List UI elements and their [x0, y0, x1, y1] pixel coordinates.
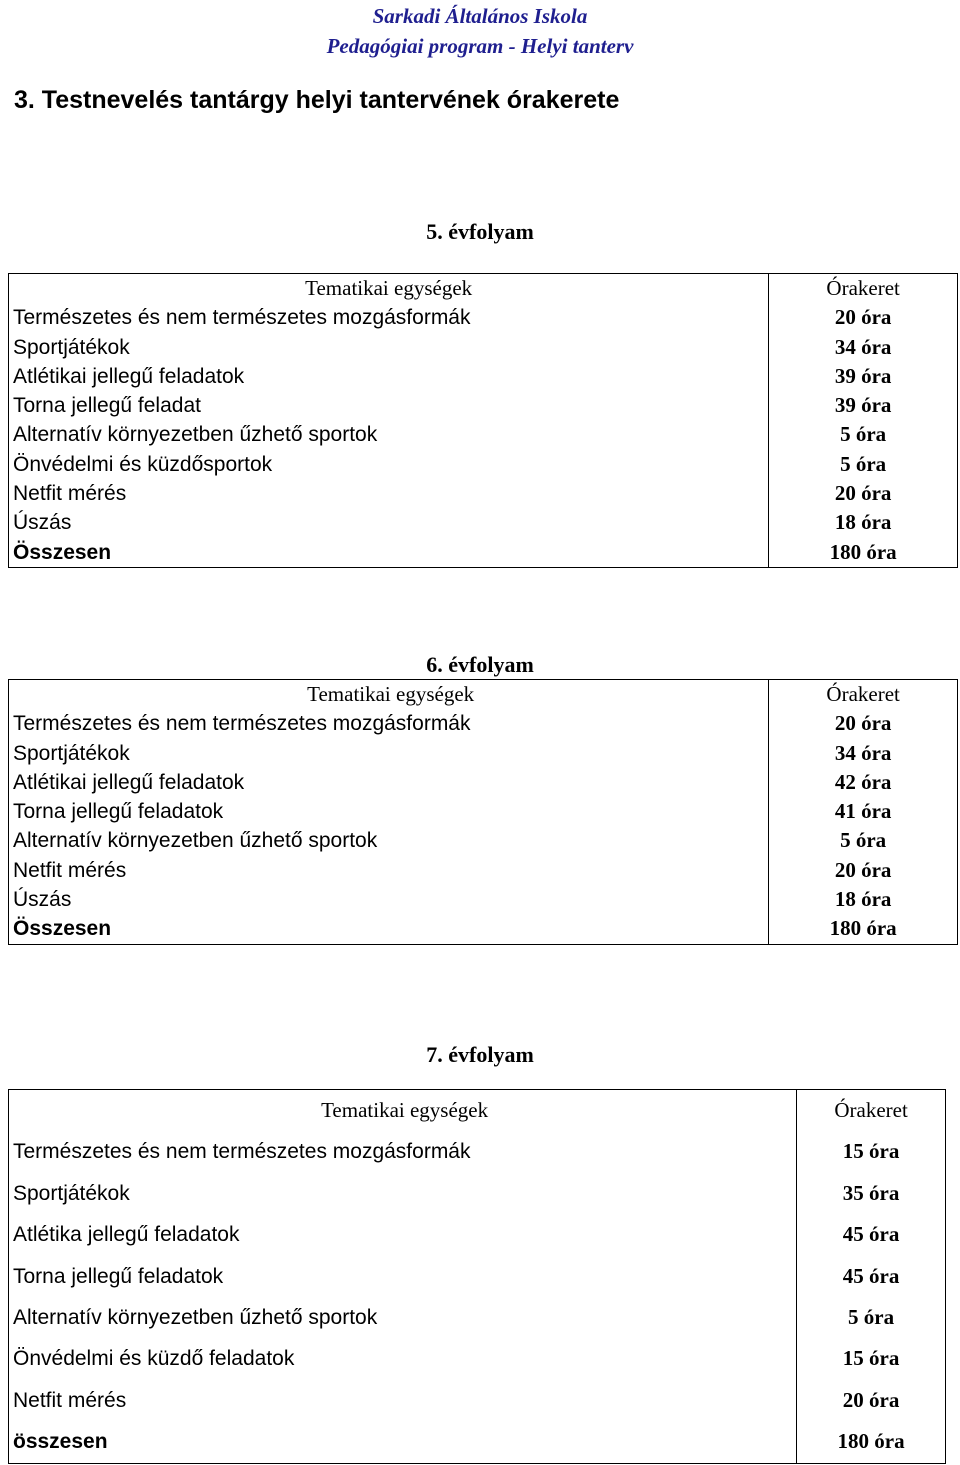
hours-column — [797, 1090, 946, 1464]
table-grade-7 — [8, 1089, 946, 1464]
hours-cell: 39 óra — [834, 393, 892, 418]
hours-cell: 35 óra — [842, 1180, 900, 1205]
section-title: 3. Testnevelés tantárgy helyi tantervének órakerete — [14, 86, 620, 114]
topic-cell: Netfit mérés — [13, 1388, 127, 1412]
topic-cell: Természetes és nem természetes mozgásformák — [13, 1140, 471, 1164]
total-label: Összesen — [13, 540, 112, 564]
document-subtitle: Pedagógiai program - Helyi tanterv — [326, 34, 634, 58]
topics-column — [9, 1090, 797, 1464]
hours-cell: 42 óra — [834, 769, 892, 794]
hours-cell: 45 óra — [842, 1222, 900, 1247]
topic-cell: Atlétikai jellegű feladatok — [13, 364, 245, 388]
hours-cell: 39 óra — [834, 363, 892, 388]
hours-column — [769, 274, 958, 568]
topic-cell: Sportjátékok — [13, 741, 130, 765]
column-header-topics: Tematikai egységek — [321, 1098, 489, 1122]
topics-column — [9, 274, 769, 568]
topic-cell: Atlétika jellegű feladatok — [13, 1223, 240, 1247]
total-label: Összesen — [13, 917, 112, 941]
hours-cell: 15 óra — [842, 1139, 900, 1164]
column-header-hours: Órakeret — [826, 276, 900, 300]
hours-cell: 5 óra — [840, 422, 887, 447]
topic-cell: Alternatív környezetben űzhető sportok — [13, 829, 378, 853]
hours-cell: 5 óra — [848, 1304, 895, 1329]
table-grade-6 — [8, 679, 958, 945]
total-hours: 180 óra — [829, 539, 897, 564]
hours-cell: 45 óra — [842, 1263, 900, 1288]
hours-cell: 18 óra — [834, 887, 892, 912]
hours-cell: 20 óra — [834, 711, 892, 736]
hours-cell: 5 óra — [840, 828, 887, 853]
table-grade-5 — [8, 273, 958, 568]
topic-cell: Torna jellegű feladatok — [13, 1264, 224, 1288]
hours-cell: 18 óra — [834, 510, 892, 535]
topic-cell: Úszás — [13, 888, 72, 912]
column-header-hours: Órakeret — [826, 682, 900, 706]
hours-cell: 41 óra — [834, 799, 892, 824]
hours-cell: 15 óra — [842, 1346, 900, 1371]
total-label: összesen — [13, 1430, 108, 1454]
hours-column — [769, 680, 958, 945]
topic-cell: Természetes és nem természetes mozgásformák — [13, 306, 471, 330]
hours-cell: 20 óra — [834, 305, 892, 330]
hours-cell: 20 óra — [834, 857, 892, 882]
topic-cell: Úszás — [13, 511, 72, 535]
topic-cell: Sportjátékok — [13, 335, 130, 359]
topic-cell: Önvédelmi és küzdő feladatok — [13, 1347, 295, 1371]
column-header-hours: Órakeret — [834, 1098, 908, 1122]
total-hours: 180 óra — [829, 916, 897, 941]
hours-cell: 34 óra — [834, 740, 892, 765]
topic-cell: Alternatív környezetben űzhető sportok — [13, 423, 378, 447]
topic-cell: Netfit mérés — [13, 858, 127, 882]
grade-title-5: 5. évfolyam — [426, 219, 534, 244]
total-hours: 180 óra — [837, 1429, 905, 1454]
topic-cell: Sportjátékok — [13, 1181, 130, 1205]
topic-cell: Torna jellegű feladatok — [13, 800, 224, 824]
column-header-topics: Tematikai egységek — [305, 276, 473, 300]
grade-title-6: 6. évfolyam — [426, 652, 534, 677]
school-name: Sarkadi Általános Iskola — [372, 4, 588, 28]
column-header-topics: Tematikai egységek — [307, 682, 475, 706]
hours-cell: 34 óra — [834, 334, 892, 359]
hours-cell: 20 óra — [834, 481, 892, 506]
topics-column — [9, 680, 769, 945]
topic-cell: Torna jellegű feladat — [13, 394, 201, 418]
topic-cell: Önvédelmi és küzdősportok — [13, 452, 273, 476]
grade-title-7: 7. évfolyam — [426, 1042, 534, 1067]
topic-cell: Netfit mérés — [13, 482, 127, 506]
hours-cell: 20 óra — [842, 1387, 900, 1412]
topic-cell: Természetes és nem természetes mozgásformák — [13, 712, 471, 736]
topic-cell: Alternatív környezetben űzhető sportok — [13, 1305, 378, 1329]
hours-cell: 5 óra — [840, 451, 887, 476]
topic-cell: Atlétikai jellegű feladatok — [13, 770, 245, 794]
